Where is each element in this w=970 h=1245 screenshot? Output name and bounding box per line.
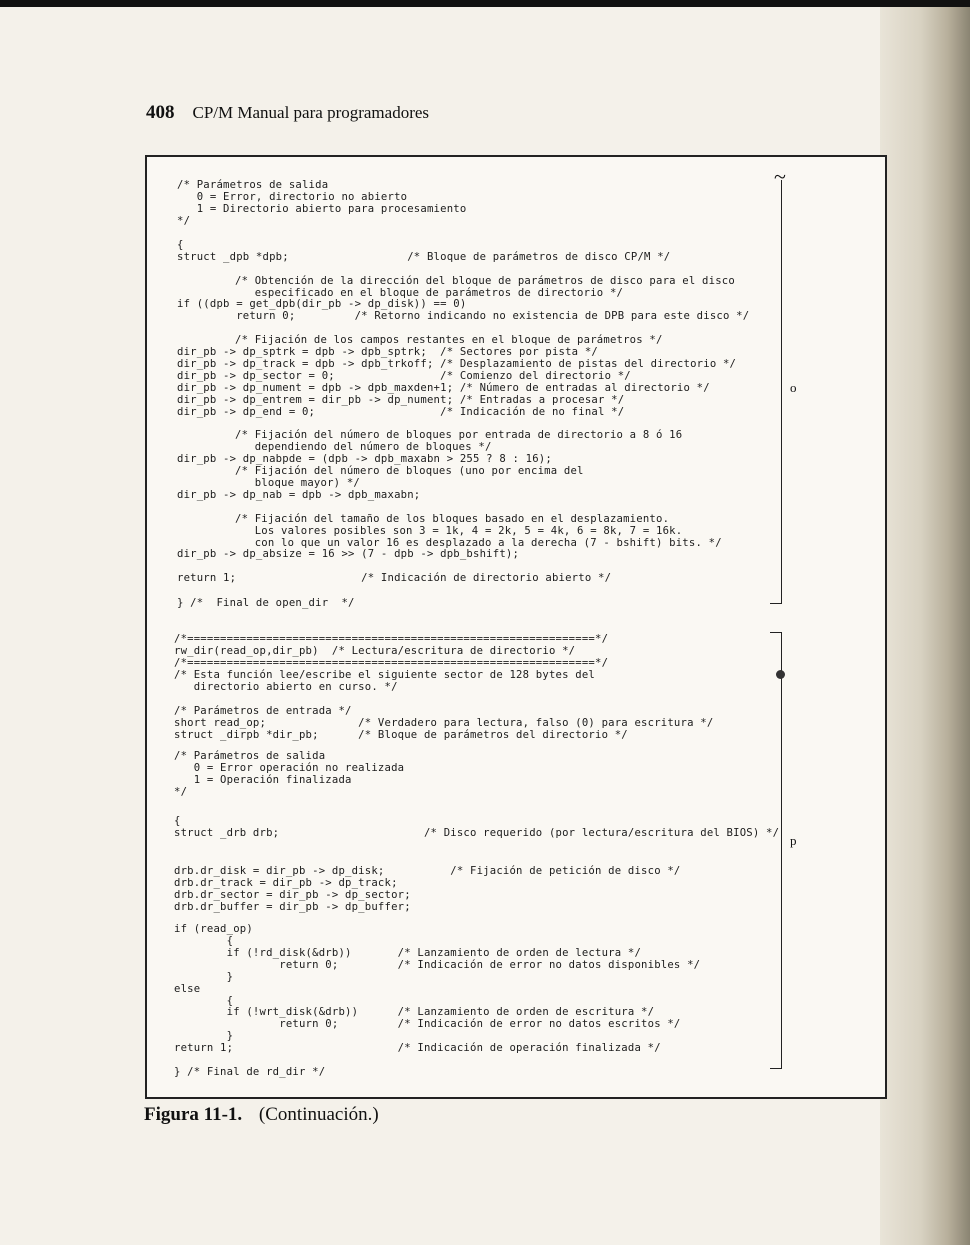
code-line: 0 = Error operación no realizada	[174, 762, 405, 774]
code-line: dependiendo del número de bloques */	[235, 441, 492, 453]
page-header	[146, 102, 429, 124]
code-line: directorio abierto en curso. */	[174, 681, 398, 693]
code-line: drb.dr_sector = dir_pb -> dp_sector;	[174, 889, 411, 901]
margin-label-o: o	[790, 380, 797, 395]
code-line: return 1; /* Indicación de operación finalizada */	[174, 1042, 661, 1054]
figure-label: Figura 11-1.	[144, 1104, 243, 1125]
code-line: struct _dpb *dpb; /* Bloque de parámetros de disco CP/M */	[177, 251, 671, 263]
code-listing-box	[145, 155, 887, 1099]
margin-tilde-mark: ~	[774, 164, 786, 189]
code-line: {	[177, 239, 184, 251]
margin-label-p: p	[790, 833, 797, 848]
code-line: short read_op; /* Verdadero para lectura, falso (0) para escritura */	[174, 717, 714, 729]
figure-caption-text: (Continuación.)	[258, 1104, 379, 1125]
code-line: if (!wrt_disk(&drb)) /* Lanzamiento de orden de escritura */	[174, 1006, 655, 1018]
code-line: }	[174, 971, 234, 983]
code-line: 1 = Operación finalizada	[174, 774, 352, 786]
code-line: } /* Final de open_dir */	[177, 597, 355, 609]
code-line: dir_pb -> dp_entrem = dir_pb -> dp_nument; /* Entradas a procesar */	[177, 394, 625, 406]
code-line: /* Fijación del número de bloques (uno por encima del	[235, 465, 584, 477]
page-title: CP/M Manual para programadores	[192, 103, 430, 122]
code-line: 1 = Directorio abierto para procesamiento	[177, 203, 467, 215]
code-line: return 1; /* Indicación de directorio abierto */	[177, 572, 612, 584]
page-number: 408	[146, 102, 175, 123]
code-line: } /* Final de rd_dir */	[174, 1066, 326, 1078]
code-line: dir_pb -> dp_sptrk = dpb -> dpb_sptrk; /* Sectores por pista */	[177, 346, 598, 358]
margin-bracket-o	[780, 180, 782, 603]
code-line: dir_pb -> dp_track = dpb -> dpb_trkoff; /* Desplazamiento de pistas del directorio */	[177, 358, 737, 370]
code-line: if (read_op)	[174, 923, 253, 935]
code-line: return 0; /* Indicación de error no datos disponibles */	[174, 959, 701, 971]
code-line: dir_pb -> dp_sector = 0; /* Comienzo del directorio */	[177, 370, 631, 382]
code-line: */	[174, 786, 188, 798]
code-line: dir_pb -> dp_nab = dpb -> dpb_maxabn;	[177, 489, 421, 501]
code-line: /*==============================================================*/	[174, 657, 609, 669]
margin-bracket-o-bottom	[770, 603, 782, 604]
code-line: /* Obtención de la dirección del bloque de parámetros de disco para el disco	[235, 275, 735, 287]
code-line: else	[174, 983, 201, 995]
code-line: /* Parámetros de entrada */	[174, 705, 352, 717]
code-line: return 0; /* Indicación de error no datos escritos */	[174, 1018, 681, 1030]
code-line: dir_pb -> dp_end = 0; /* Indicación de no final */	[177, 406, 625, 418]
code-line: /* Fijación del tamaño de los bloques basado en el desplazamiento.	[235, 513, 670, 525]
code-line: /* Fijación del número de bloques por entrada de directorio a 8 ó 16	[235, 429, 683, 441]
code-line: {	[174, 935, 234, 947]
code-line: struct _dirpb *dir_pb; /* Bloque de parámetros del directorio */	[174, 729, 628, 741]
code-line: rw_dir(read_op,dir_pb) /* Lectura/escritura de directorio */	[174, 645, 576, 657]
code-line: struct _drb drb; /* Disco requerido (por lectura/escritura del BIOS) */	[174, 827, 780, 839]
code-line: /* Parámetros de salida	[177, 179, 329, 191]
page-binding-edge	[880, 0, 970, 1245]
code-line: drb.dr_buffer = dir_pb -> dp_buffer;	[174, 901, 411, 913]
code-line: bloque mayor) */	[235, 477, 360, 489]
code-line: /*==============================================================*/	[174, 633, 609, 645]
code-line: if (!rd_disk(&drb)) /* Lanzamiento de orden de lectura */	[174, 947, 642, 959]
code-line: con lo que un valor 16 es desplazado a la derecha (7 - bshift) bits. */	[235, 537, 722, 549]
code-line: dir_pb -> dp_absize = 16 >> (7 - dpb -> dpb_bshift);	[177, 548, 520, 560]
code-line: especificado en el bloque de parámetros de directorio */	[235, 287, 624, 299]
code-line: dir_pb -> dp_nument = dpb -> dpb_maxden+1; /* Número de entradas al directorio */	[177, 382, 710, 394]
margin-bracket-p	[780, 632, 782, 1068]
code-line: Los valores posibles son 3 = 1k, 4 = 2k, 5 = 4k, 6 = 8k, 7 = 16k.	[235, 525, 683, 537]
code-line: }	[174, 1030, 234, 1042]
code-line: {	[174, 995, 234, 1007]
code-line: */	[177, 215, 191, 227]
code-line: /* Esta función lee/escribe el siguiente sector de 128 bytes del	[174, 669, 595, 681]
code-line: return 0; /* Retorno indicando no existencia de DPB para este disco */	[177, 310, 750, 322]
code-line: 0 = Error, directorio no abierto	[177, 191, 408, 203]
code-line: dir_pb -> dp_nabpde = (dpb -> dpb_maxabn > 255 ? 8 : 16);	[177, 453, 552, 465]
figure-caption	[144, 1104, 379, 1126]
code-line: /* Fijación de los campos restantes en el bloque de parámetros */	[235, 334, 663, 346]
code-line: if ((dpb = get_dpb(dir_pb -> dp_disk)) == 0)	[177, 298, 467, 310]
margin-dot-mark	[776, 670, 785, 679]
code-line: drb.dr_track = dir_pb -> dp_track;	[174, 877, 398, 889]
scan-top-border	[0, 0, 970, 7]
code-line: drb.dr_disk = dir_pb -> dp_disk; /* Fijación de petición de disco */	[174, 865, 681, 877]
margin-bracket-p-bottom	[770, 1068, 782, 1069]
code-line: /* Parámetros de salida	[174, 750, 326, 762]
code-line: {	[174, 815, 181, 827]
